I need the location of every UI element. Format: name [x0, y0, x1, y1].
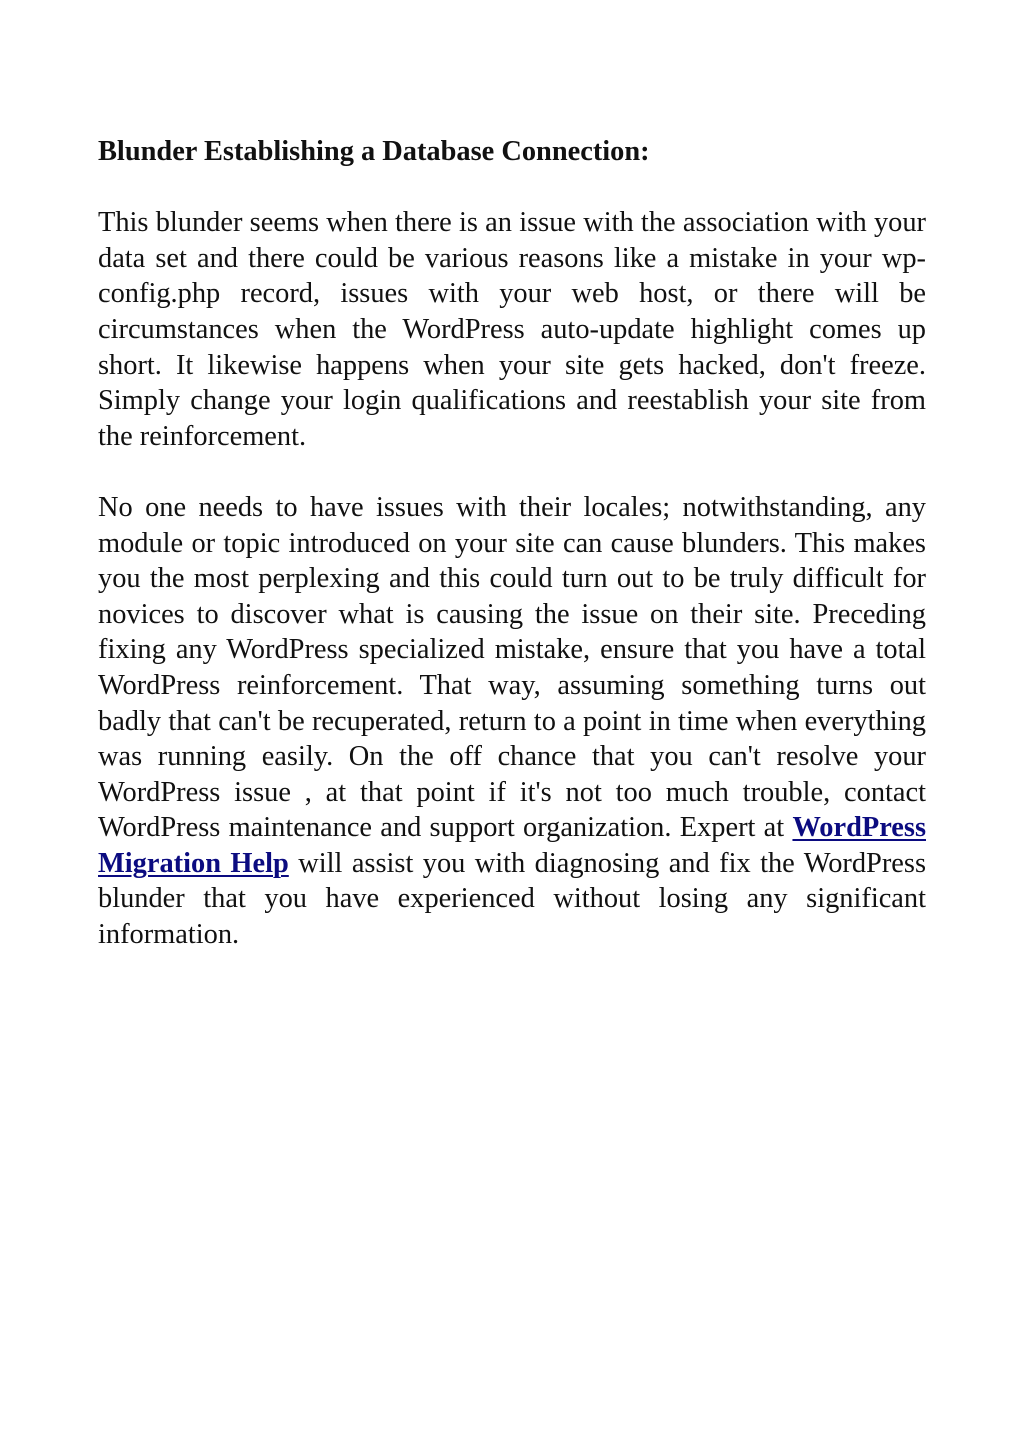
wordpress-migration-help-link[interactable]: WordPress Migration Help: [98, 812, 926, 879]
paragraph-2: [98, 490, 926, 953]
section-heading: Blunder Establishing a Database Connection:: [98, 136, 650, 167]
document-body: [98, 134, 926, 953]
paragraph-1: This blunder seems when there is an issue with the association with your data set and there could be various reasons like a mistake in your wp-config.php record, issues with your web host, or there will be circumstances when the WordPress auto-update highlight comes up short. It likewise happens when your site gets hacked, don't freeze. Simply change your login qualifications and reestablish your site from the reinforcement.: [98, 207, 926, 452]
paragraph-2-text-before-link: No one needs to have issues with their locales; notwithstanding, any module or topic introduced on your site can cause blunders. This makes you the most perplexing and this could turn out to be truly difficult for novices to discover what is causing the issue on their site. Preceding fixing any WordPress specialized mistake, ensure that you have a total WordPress reinforcement. That way, assuming something turns out badly that can't be recuperated, return to a point in time when everything was running easily. On the off chance that you can't resolve your WordPress issue , at that point if it's not too much trouble, contact WordPress maintenance and support organization. Expert at: [98, 491, 926, 844]
paragraph-2-text-after-link: will assist you with diagnosing and fix the WordPress blunder that you have experienced without losing any significant information.: [98, 847, 926, 951]
